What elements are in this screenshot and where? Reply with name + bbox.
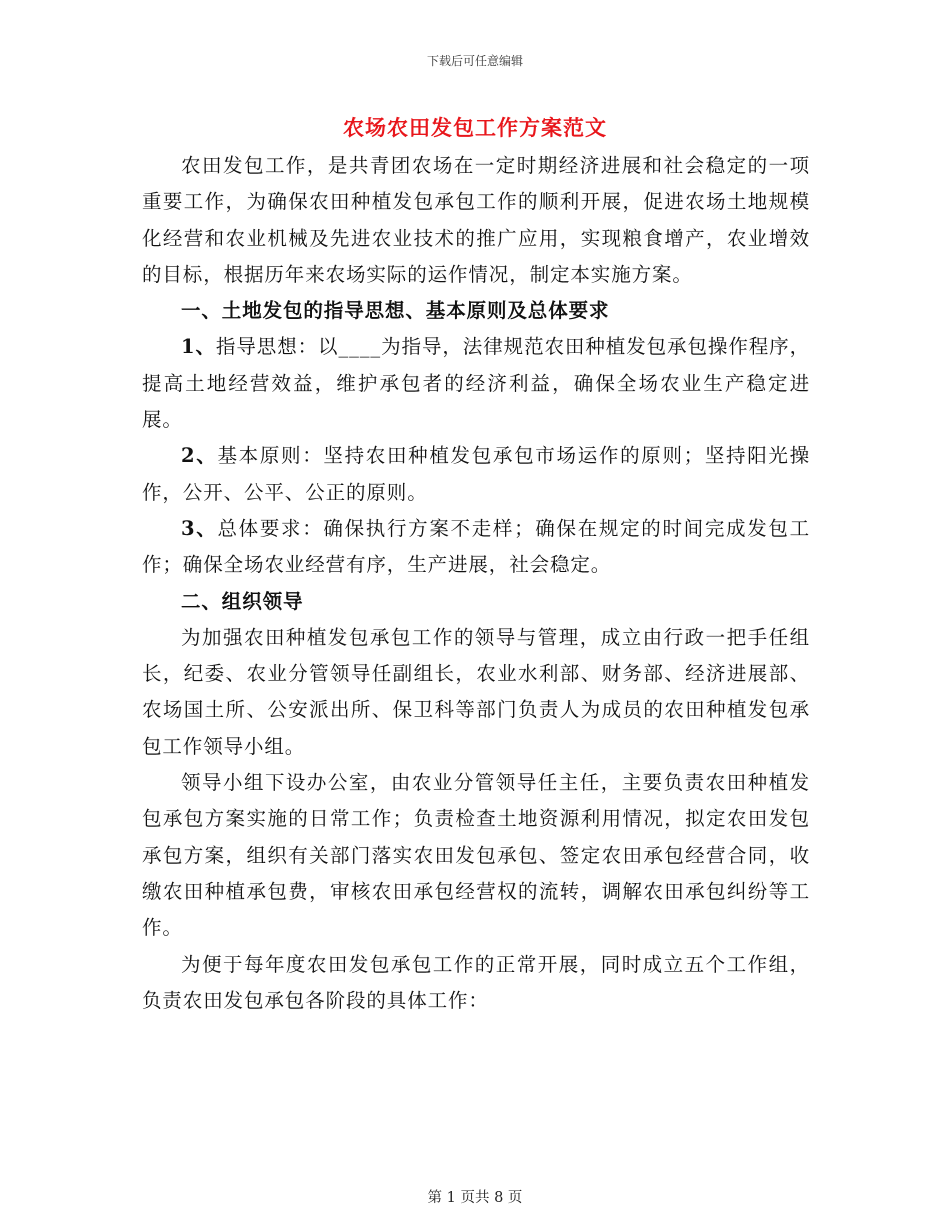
intro-paragraph: 农田发包工作，是共青团农场在一定时期经济进展和社会稳定的一项重要工作，为确保农田种植发包承包工作的顺利开展，促进农场土地规模化经营和农业机械及先进农业技术的推广应用，实现粮食增产，农业增效的目标，根据历年来农场实际的运作情况，制定本实施方案。 [142, 154, 810, 286]
item-number: 3、 [181, 516, 218, 540]
item-text: 基本原则：坚持农田种植发包承包市场运作的原则；坚持阳光操作，公开、公平、公正的原则。 [142, 444, 810, 504]
document-body [142, 148, 810, 1019]
section-1-item-1 [142, 329, 810, 438]
page-footer: 第 1 页共 8 页 [427, 1190, 523, 1206]
item-text: 总体要求：确保执行方案不走样；确保在规定的时间完成发包工作；确保全场农业经营有序，生产进展，社会稳定。 [142, 516, 810, 577]
item-number: 1、 [181, 335, 216, 359]
section-1-heading: 一、土地发包的指导思想、基本原则及总体要求 [181, 299, 610, 323]
item-number: 2、 [181, 444, 218, 468]
page-header: 下载后可任意编辑 [426, 54, 523, 68]
section-1-item-3 [142, 511, 810, 584]
section-2-paragraph-3: 为便于每年度农田发包承包工作的正常开展，同时成立五个工作组，负责农田发包承包各阶段的具体工作： [142, 952, 810, 1012]
item-text: 指导思想：以____为指导，法律规范农田种植发包承包操作程序，提高土地经营效益，维护承包者的经济利益，确保全场农业生产稳定进展。 [142, 335, 810, 432]
document-title: 农场农田发包工作方案范文 [343, 115, 607, 140]
section-2-paragraph-1: 为加强农田种植发包承包工作的领导与管理，成立由行政一把手任组长，纪委、农业分管领导任副组长，农业水利部、财务部、经济进展部、农场国土所、公安派出所、保卫科等部门负责人为成员的农田种植发包承包工作领导小组。 [142, 625, 810, 758]
section-2-paragraph-2: 领导小组下设办公室，由农业分管领导任主任，主要负责农田种植发包承包方案实施的日常工作；负责检查土地资源利用情况，拟定农田发包承包方案，组织有关部门落实农田发包承包、签定农田承包经营合同，收缴农田种植承包费，审核农田承包经营权的流转，调解农田承包纠纷等工作。 [142, 771, 810, 940]
section-1-item-2 [142, 438, 810, 511]
section-2-heading: 二、组织领导 [181, 589, 304, 613]
